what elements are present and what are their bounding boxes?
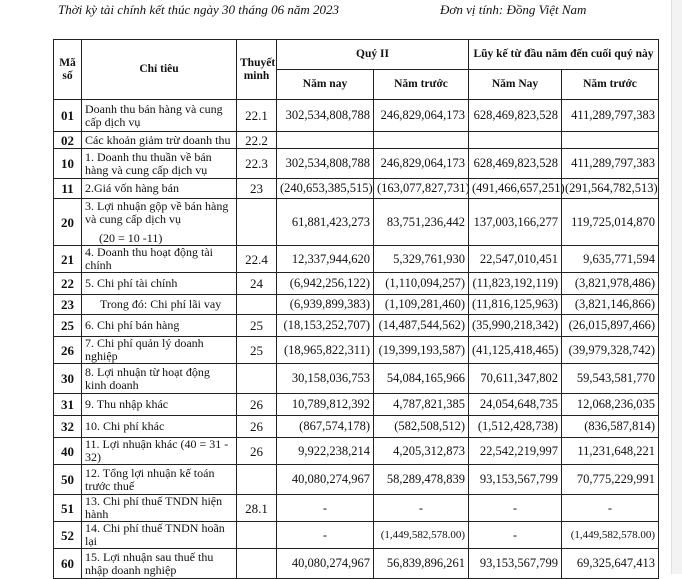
- row-item-label: 3. Lợi nhuận gộp về bán hàng và cung cấp dịch vụ: [85, 198, 229, 226]
- row-value-ytd-prev: -: [562, 495, 659, 522]
- col-q2-header: Quý II: [277, 40, 469, 70]
- row-value-q2-cur: (18,153,252,707): [277, 315, 374, 337]
- row-value-ytd-prev: (1,449,582,578.00): [562, 522, 659, 549]
- row-note: 25: [237, 315, 277, 337]
- row-item: [82, 465, 237, 495]
- row-note: 22.1: [237, 100, 277, 132]
- row-note: 24: [237, 273, 277, 295]
- row-value-ytd-prev: [562, 132, 659, 149]
- row-value-q2-cur: 40,080,274,967: [277, 549, 374, 579]
- row-value-q2-cur: 10,789,812,392: [277, 394, 374, 416]
- row-note: 26: [237, 394, 277, 416]
- row-value-ytd-cur: 93,153,567,799: [469, 465, 562, 495]
- row-value-ytd-prev: 69,325,647,413: [562, 549, 659, 579]
- income-statement-table: [53, 39, 659, 579]
- row-item-label: 7. Chi phí quản lý doanh nghiệp: [85, 336, 204, 363]
- row-code: 50: [54, 465, 82, 495]
- row-value-ytd-prev: 411,289,797,383: [562, 149, 659, 179]
- row-note: [237, 549, 277, 579]
- table-row: [54, 199, 659, 246]
- table-row: [54, 364, 659, 394]
- table-row: [54, 522, 659, 549]
- table-row: [54, 549, 659, 579]
- table-row: [54, 295, 659, 315]
- row-code: 60: [54, 549, 82, 579]
- row-value-ytd-prev: (26,015,897,466): [562, 315, 659, 337]
- col-item-header: Chỉ tiêu: [82, 40, 237, 100]
- row-value-q2-prev: -: [374, 495, 469, 522]
- table-row: [54, 315, 659, 337]
- row-item-label: 15. Lợi nhuận sau thuế thu nhập doanh nghiệp: [85, 549, 214, 577]
- table-row: [54, 337, 659, 364]
- row-value-q2-cur: (240,653,385,515): [277, 179, 374, 199]
- row-item-label: 10. Chi phí khác: [85, 419, 165, 433]
- table-row: [54, 394, 659, 416]
- row-value-ytd-cur: (11,823,192,119): [469, 273, 562, 295]
- row-value-ytd-prev: 9,635,771,594: [562, 246, 659, 273]
- row-item-label: 14. Chi phí thuế TNDN hoãn lại: [85, 521, 225, 548]
- row-note: 22.3: [237, 149, 277, 179]
- row-code: 40: [54, 438, 82, 465]
- row-value-ytd-cur: -: [469, 522, 562, 549]
- row-item-label: Trong đó: Chi phí lãi vay: [100, 297, 222, 311]
- row-item: [82, 522, 237, 549]
- row-item: [82, 132, 237, 149]
- table-row: [54, 132, 659, 149]
- row-value-q2-prev: 54,084,165,966: [374, 364, 469, 394]
- row-value-q2-prev: 4,787,821,385: [374, 394, 469, 416]
- row-value-q2-cur: 302,534,808,788: [277, 149, 374, 179]
- row-item: [82, 179, 237, 199]
- row-value-q2-prev: (14,487,544,562): [374, 315, 469, 337]
- row-note: [237, 199, 277, 246]
- row-code: 02: [54, 132, 82, 149]
- table-row: [54, 246, 659, 273]
- row-code: 23: [54, 295, 82, 315]
- row-item: [82, 100, 237, 132]
- row-value-ytd-cur: (1,512,428,738): [469, 416, 562, 438]
- row-item: [82, 149, 237, 179]
- row-code: 30: [54, 364, 82, 394]
- table-row: [54, 273, 659, 295]
- row-item-label: Các khoản giảm trừ doanh thu: [85, 132, 231, 147]
- row-note: 28.1: [237, 495, 277, 522]
- row-value-ytd-prev: 12,068,236,035: [562, 394, 659, 416]
- table-row: [54, 438, 659, 465]
- col-q2-current: Năm nay: [277, 70, 374, 100]
- row-item: [82, 416, 237, 438]
- row-code: 01: [54, 100, 82, 132]
- row-note: 25: [237, 337, 277, 364]
- row-item-label: 1. Doanh thu thuần về bán hàng và cung cấp dịch vụ: [85, 149, 212, 177]
- currency-unit: Đơn vị tính: Đồng Việt Nam: [440, 2, 587, 17]
- row-value-ytd-prev: 70,775,229,991: [562, 465, 659, 495]
- row-value-q2-cur: (6,942,256,122): [277, 273, 374, 295]
- row-value-q2-cur: 40,080,274,967: [277, 465, 374, 495]
- row-value-q2-cur: (18,965,822,311): [277, 337, 374, 364]
- row-note: [237, 522, 277, 549]
- row-value-ytd-cur: -: [469, 495, 562, 522]
- table-row: [54, 465, 659, 495]
- row-value-ytd-prev: 59,543,581,770: [562, 364, 659, 394]
- row-code: 22: [54, 273, 82, 295]
- row-value-q2-prev: [374, 132, 469, 149]
- row-value-ytd-cur: 628,469,823,528: [469, 100, 562, 132]
- row-code: 32: [54, 416, 82, 438]
- row-code: 10: [54, 149, 82, 179]
- row-value-ytd-cur: 24,054,648,735: [469, 394, 562, 416]
- row-value-q2-prev: 5,329,761,930: [374, 246, 469, 273]
- row-value-q2-prev: 83,751,236,442: [374, 199, 469, 246]
- row-note: 22.4: [237, 246, 277, 273]
- row-item-formula: (20 = 10 -11): [99, 230, 163, 245]
- col-ytd-previous: Năm trước: [562, 70, 659, 100]
- table-row: [54, 495, 659, 522]
- row-value-ytd-cur: (35,990,218,342): [469, 315, 562, 337]
- row-item-label: 8. Lợi nhuận từ hoạt động kinh doanh: [85, 364, 210, 392]
- row-value-q2-prev: (19,399,193,587): [374, 337, 469, 364]
- row-item: [82, 246, 237, 273]
- row-value-q2-cur: 12,337,944,620: [277, 246, 374, 273]
- row-note: 23: [237, 179, 277, 199]
- row-value-ytd-cur: (491,466,657,251): [469, 179, 562, 199]
- row-item: [82, 337, 237, 364]
- row-item: [82, 495, 237, 522]
- col-ytd-current: Năm Nay: [469, 70, 562, 100]
- row-value-ytd-prev: 11,231,648,221: [562, 438, 659, 465]
- row-value-ytd-cur: [469, 132, 562, 149]
- row-note: 26: [237, 416, 277, 438]
- row-value-ytd-cur: 22,542,219,997: [469, 438, 562, 465]
- row-value-q2-cur: [277, 132, 374, 149]
- row-item-label: 5. Chi phí tài chính: [85, 276, 178, 290]
- row-value-ytd-prev: (836,587,814): [562, 416, 659, 438]
- row-value-q2-cur: 30,158,036,753: [277, 364, 374, 394]
- row-note: [237, 295, 277, 315]
- row-value-q2-prev: 56,839,896,261: [374, 549, 469, 579]
- row-value-ytd-prev: 119,725,014,870: [562, 199, 659, 246]
- row-item-label: 11. Lợi nhuận khác (40 = 31 - 32): [85, 437, 229, 464]
- row-item: [82, 315, 237, 337]
- row-value-ytd-cur: 70,611,347,802: [469, 364, 562, 394]
- row-code: 11: [54, 179, 82, 199]
- row-value-ytd-prev: (39,979,328,742): [562, 337, 659, 364]
- scrollbar[interactable]: [671, 0, 682, 574]
- row-item: [82, 438, 237, 465]
- row-value-q2-prev: (163,077,827,731): [374, 179, 469, 199]
- col-code-header: Mã số: [54, 40, 82, 100]
- row-value-q2-cur: -: [277, 522, 374, 549]
- row-value-q2-cur: 9,922,238,214: [277, 438, 374, 465]
- row-item-label: 9. Thu nhập khác: [85, 397, 169, 411]
- row-note: [237, 364, 277, 394]
- row-value-ytd-prev: (3,821,978,486): [562, 273, 659, 295]
- table-row: [54, 179, 659, 199]
- col-ytd-header: Lũy kế từ đầu năm đến cuối quý này: [469, 40, 659, 70]
- row-item-label: Doanh thu bán hàng và cung cấp dịch vụ: [85, 101, 223, 129]
- row-item: [82, 273, 237, 295]
- row-value-q2-cur: (6,939,899,383): [277, 295, 374, 315]
- row-value-ytd-prev: (291,564,782,513): [562, 179, 659, 199]
- row-value-q2-prev: (582,508,512): [374, 416, 469, 438]
- row-item-label: 12. Tổng lợi nhuận kế toán trước thuế: [85, 465, 215, 493]
- row-code: 52: [54, 522, 82, 549]
- row-item-label: 4. Doanh thu hoạt động tài chính: [85, 245, 213, 272]
- row-item: [82, 549, 237, 579]
- row-value-ytd-prev: (3,821,146,866): [562, 295, 659, 315]
- row-item: [82, 364, 237, 394]
- table-row: [54, 100, 659, 132]
- row-code: 20: [54, 199, 82, 246]
- row-value-ytd-prev: 411,289,797,383: [562, 100, 659, 132]
- row-value-ytd-cur: (11,816,125,963): [469, 295, 562, 315]
- row-value-ytd-cur: (41,125,418,465): [469, 337, 562, 364]
- row-value-q2-prev: 4,205,312,873: [374, 438, 469, 465]
- row-item-label: 2.Giá vốn hàng bán: [85, 181, 179, 195]
- row-code: 26: [54, 337, 82, 364]
- col-q2-previous: Năm trước: [374, 70, 469, 100]
- row-value-q2-cur: (867,574,178): [277, 416, 374, 438]
- row-item: [82, 295, 237, 315]
- row-code: 25: [54, 315, 82, 337]
- row-value-q2-prev: (1,110,094,257): [374, 273, 469, 295]
- row-code: 21: [54, 246, 82, 273]
- row-value-q2-prev: (1,449,582,578.00): [374, 522, 469, 549]
- row-item-label: 6. Chi phí bán hàng: [85, 318, 180, 332]
- row-value-q2-prev: 246,829,064,173: [374, 100, 469, 132]
- row-value-q2-prev: (1,109,281,460): [374, 295, 469, 315]
- row-value-ytd-cur: 22,547,010,451: [469, 246, 562, 273]
- row-item-label: 13. Chi phí thuế TNDN hiện hành: [85, 494, 223, 521]
- row-code: 31: [54, 394, 82, 416]
- row-value-ytd-cur: 628,469,823,528: [469, 149, 562, 179]
- row-value-q2-cur: 302,534,808,788: [277, 100, 374, 132]
- row-value-q2-prev: 246,829,064,173: [374, 149, 469, 179]
- row-item: [82, 199, 237, 246]
- row-value-q2-cur: 61,881,423,273: [277, 199, 374, 246]
- table-row: [54, 416, 659, 438]
- col-note-header: Thuyết minh: [237, 40, 277, 100]
- row-value-ytd-cur: 93,153,567,799: [469, 549, 562, 579]
- row-note: [237, 465, 277, 495]
- row-value-q2-prev: 58,289,478,839: [374, 465, 469, 495]
- row-item: [82, 394, 237, 416]
- table-row: [54, 149, 659, 179]
- report-period: Thời kỳ tài chính kết thúc ngày 30 tháng 06 năm 2023: [58, 2, 339, 17]
- row-value-ytd-cur: 137,003,166,277: [469, 199, 562, 246]
- row-note: 26: [237, 438, 277, 465]
- row-code: 51: [54, 495, 82, 522]
- row-value-q2-cur: -: [277, 495, 374, 522]
- row-note: 22.2: [237, 132, 277, 149]
